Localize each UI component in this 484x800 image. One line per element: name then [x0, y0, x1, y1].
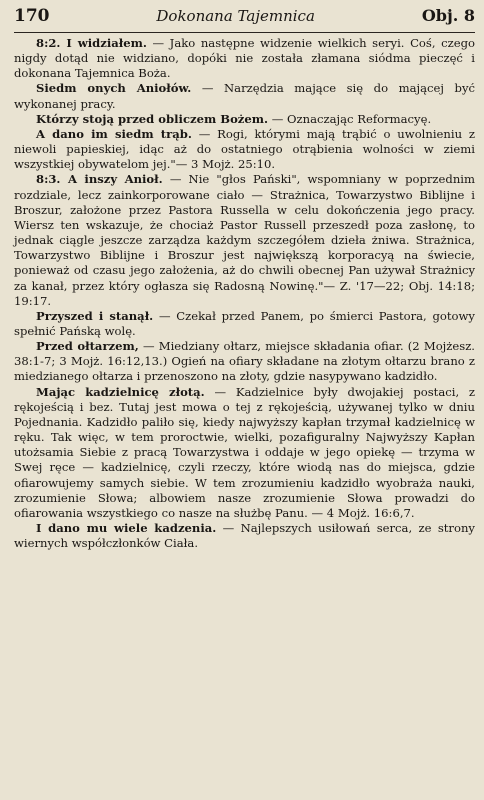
verse-heading: Przyszed i stanął.: [36, 308, 154, 323]
paragraph-body: — Oznaczając Reformacyę.: [268, 111, 432, 126]
paragraph: [14, 81, 475, 111]
paragraph-body: — Czekał przed Panem, po śmierci Pastora, gotowy spełnić Pańską wolę.: [14, 308, 475, 338]
verse-heading: 8:2. I widziałem.: [36, 36, 147, 50]
paragraph-body: — Miedziany ołtarz, miejsce składania ofiar. (2 Mojżesz. 38:1-7; 3 Mojż. 16:12,13.) Ogień na ofiary składane na złotym ołtarzu brano z miedzianego ołtarza i przenoszono na złoty, gdzie nasypywano kadzidło.: [14, 339, 475, 384]
verse-heading: Którzy stoją przed obliczem Bożem.: [36, 111, 269, 126]
running-title: Dokonana Tajemnica: [156, 7, 315, 25]
paragraph-body: — Nie "głos Pański", wspomniany w poprzednim rozdziale, lecz zainkorporowane ciało — Strażnica, Towarzystwo Biblijne i Broszur, założone przez Pastora Russella w celu dokończenia jego pracy. Wiersz ten wskazuje, że chociaż Pastor Russell przeszedł poza zasłonę, to jednak ciągle jeszcze zarządza każdym szczegółem dzieła żniwa. Strażnica, Towarzystwo Biblijne i Broszur jest największą korporacyą na świecie, ponieważ od czasu jego założenia, aż do chwili obecnej Pan używał Strażnicy za kanał, przez który ogłasza się Radosną Nowinę."— Z. '17—22; Obj. 14:18; 19:17.: [14, 172, 475, 308]
verse-heading: I dano mu wiele kadzenia.: [36, 521, 217, 535]
paragraph: [14, 112, 475, 127]
verse-heading: 8:3. A inszy Anioł.: [36, 172, 163, 187]
paragraph: [14, 385, 475, 521]
paragraph-body: — Narzędzia mające się do mającej być wykonanej pracy.: [14, 81, 476, 111]
section-reference: Obj. 8: [421, 6, 475, 25]
paragraph-body: — Jako następne widzenie wielkich seryi. Coś, czego nigdy dotąd nie widziano, dopóki nie została złamana siódma pieczęć i dokonana Tajemnica Boża.: [14, 36, 476, 81]
page-number: 170: [14, 6, 50, 26]
paragraph-body: — Najlepszych usiłowań serca, ze strony wiernych współczłonków Ciała.: [14, 521, 475, 551]
paragraph: [14, 339, 475, 384]
paragraph: [14, 127, 475, 172]
paragraph-body: — Rogi, którymi mają trąbić o uwolnieniu z niewoli papieskiej, idąc aż do ostatniego otrąbienia wolności w ziemi wszystkiej obywatelom jej."— 3 Mojż. 25:10.: [14, 126, 475, 172]
verse-heading: Siedm onych Aniołów.: [36, 81, 192, 96]
verse-heading: Przed ołtarzem,: [36, 339, 139, 354]
paragraph: [14, 36, 475, 81]
paragraph: [14, 309, 475, 339]
paragraph: [14, 172, 475, 308]
commentary-text: [14, 36, 475, 551]
paragraph-body: — Kadzielnice były dwojakiej postaci, z rękojeścią i bez. Tutaj jest mowa o tej z rękojeścią, używanej tylko w dniu Pojednania. Kadzidło paliło się, kiedy najwyższy kapłan trzymał kadzielnicę w ręku. Tak więc, w tem proroctwie, wielki, pozafiguralny Najwyższy Kapłan utożsamia Siebie z pracą Towarzystwa i oddaje w jego opiekę — trzyma w Swej ręce — kadzielnicę, czyli rzeczy, które wiodą nas do miejsca, gdzie ofiarowujemy samych siebie. W tem zrozumieniu kadzidło wyobraża nauki, zrozumienie Słowa; albowiem nasze zrozumienie Słowa prowadzi do ofiarowania wszystkiego co nasze na służbę Panu. — 4 Mojż. 16:6,7.: [14, 384, 475, 520]
verse-heading: Mając kadzielnicę złotą.: [36, 384, 205, 399]
page-header: [14, 6, 475, 33]
verse-heading: A dano im siedm trąb.: [36, 126, 192, 141]
paragraph: [14, 521, 475, 551]
